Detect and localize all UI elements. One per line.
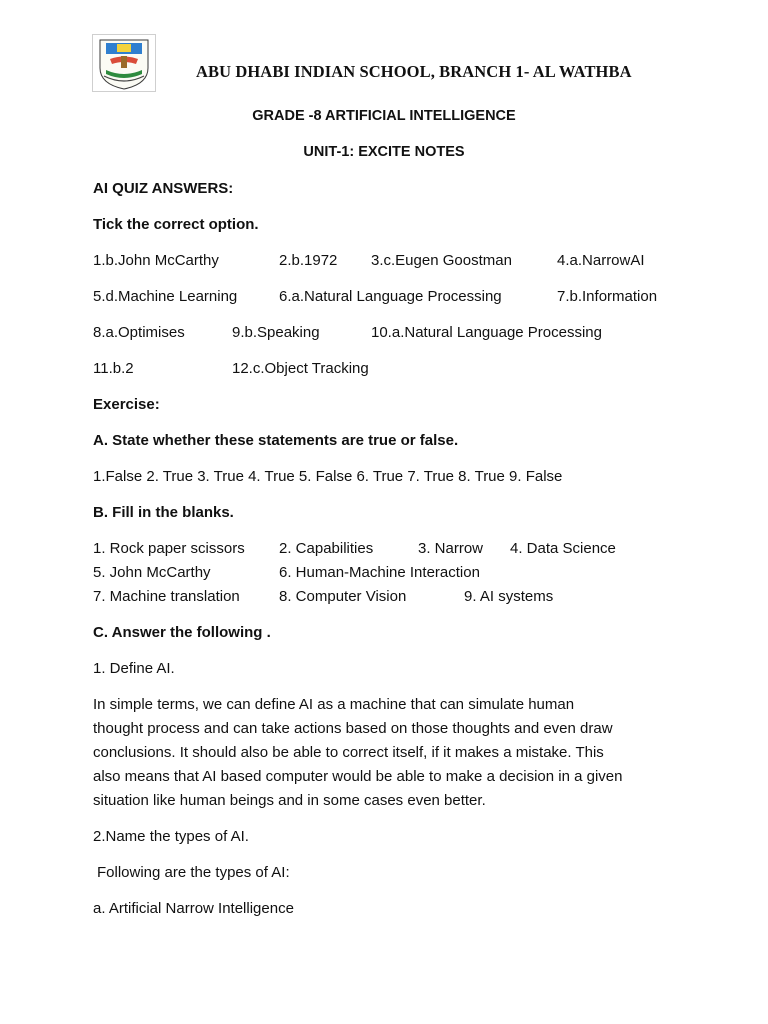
section-b-heading: B. Fill in the blanks.	[93, 504, 234, 521]
section-a-heading: A. State whether these statements are true or false.	[93, 432, 459, 449]
answer-1-line: thought process and can take actions based on those thoughts and even draw	[93, 720, 613, 737]
answer-2-item-a: a. Artificial Narrow Intelligence	[93, 900, 294, 917]
blank-answer: 9. AI systems	[464, 588, 554, 605]
school-name: ABU DHABI INDIAN SCHOOL, BRANCH 1- AL WATHBA	[196, 62, 632, 81]
quiz-answer: 10.a.Natural Language Processing	[371, 324, 602, 341]
quiz-answer: 11.b.2	[93, 360, 134, 377]
blank-answer: 6. Human-Machine Interaction	[279, 564, 480, 581]
quiz-instruction: Tick the correct option.	[93, 216, 259, 233]
quiz-answer: 1.b.John McCarthy	[93, 252, 219, 269]
blank-answer: 1. Rock paper scissors	[93, 540, 245, 557]
answer-1-line: conclusions. It should also be able to correct itself, if it makes a mistake. This	[93, 744, 604, 761]
blank-answer: 5. John McCarthy	[93, 564, 211, 581]
quiz-answer: 2.b.1972	[279, 252, 338, 269]
quiz-heading: AI QUIZ ANSWERS:	[93, 180, 234, 197]
section-a-answers: 1.False 2. True 3. True 4. True 5. False 6. True 7. True 8. True 9. False	[93, 468, 563, 485]
quiz-answer: 8.a.Optimises	[93, 324, 185, 341]
blank-answer: 2. Capabilities	[279, 540, 374, 557]
unit-title: UNIT-1: EXCITE NOTES	[303, 144, 465, 160]
quiz-answer: 4.a.NarrowAI	[557, 252, 645, 269]
quiz-answer: 9.b.Speaking	[232, 324, 320, 341]
quiz-answer: 5.d.Machine Learning	[93, 288, 238, 305]
quiz-answer: 6.a.Natural Language Processing	[279, 288, 502, 305]
question-2: 2.Name the types of AI.	[93, 828, 249, 845]
blank-answer: 4. Data Science	[510, 540, 616, 557]
answer-1-paragraph	[93, 693, 693, 813]
question-1: 1. Define AI.	[93, 660, 175, 677]
blank-answer: 3. Narrow	[418, 540, 484, 557]
subject-title: GRADE -8 ARTIFICIAL INTELLIGENCE	[252, 108, 516, 124]
quiz-answer: 12.c.Object Tracking	[232, 360, 369, 377]
blank-answer: 7. Machine translation	[93, 588, 240, 605]
section-c-heading: C. Answer the following .	[93, 624, 271, 641]
quiz-answer: 3.c.Eugen Goostman	[371, 252, 512, 269]
answer-2-intro: Following are the types of AI:	[97, 864, 290, 881]
answer-1-line: In simple terms, we can define AI as a machine that can simulate human	[93, 696, 575, 713]
blank-answer: 8. Computer Vision	[279, 588, 407, 605]
school-crest-logo	[92, 34, 156, 92]
answer-1-line: situation like human beings and in some cases even better.	[93, 792, 486, 809]
exercise-heading: Exercise:	[93, 396, 160, 413]
quiz-answer: 7.b.Information	[557, 288, 658, 305]
answer-1-line: also means that AI based computer would be able to make a decision in a given	[93, 768, 623, 785]
